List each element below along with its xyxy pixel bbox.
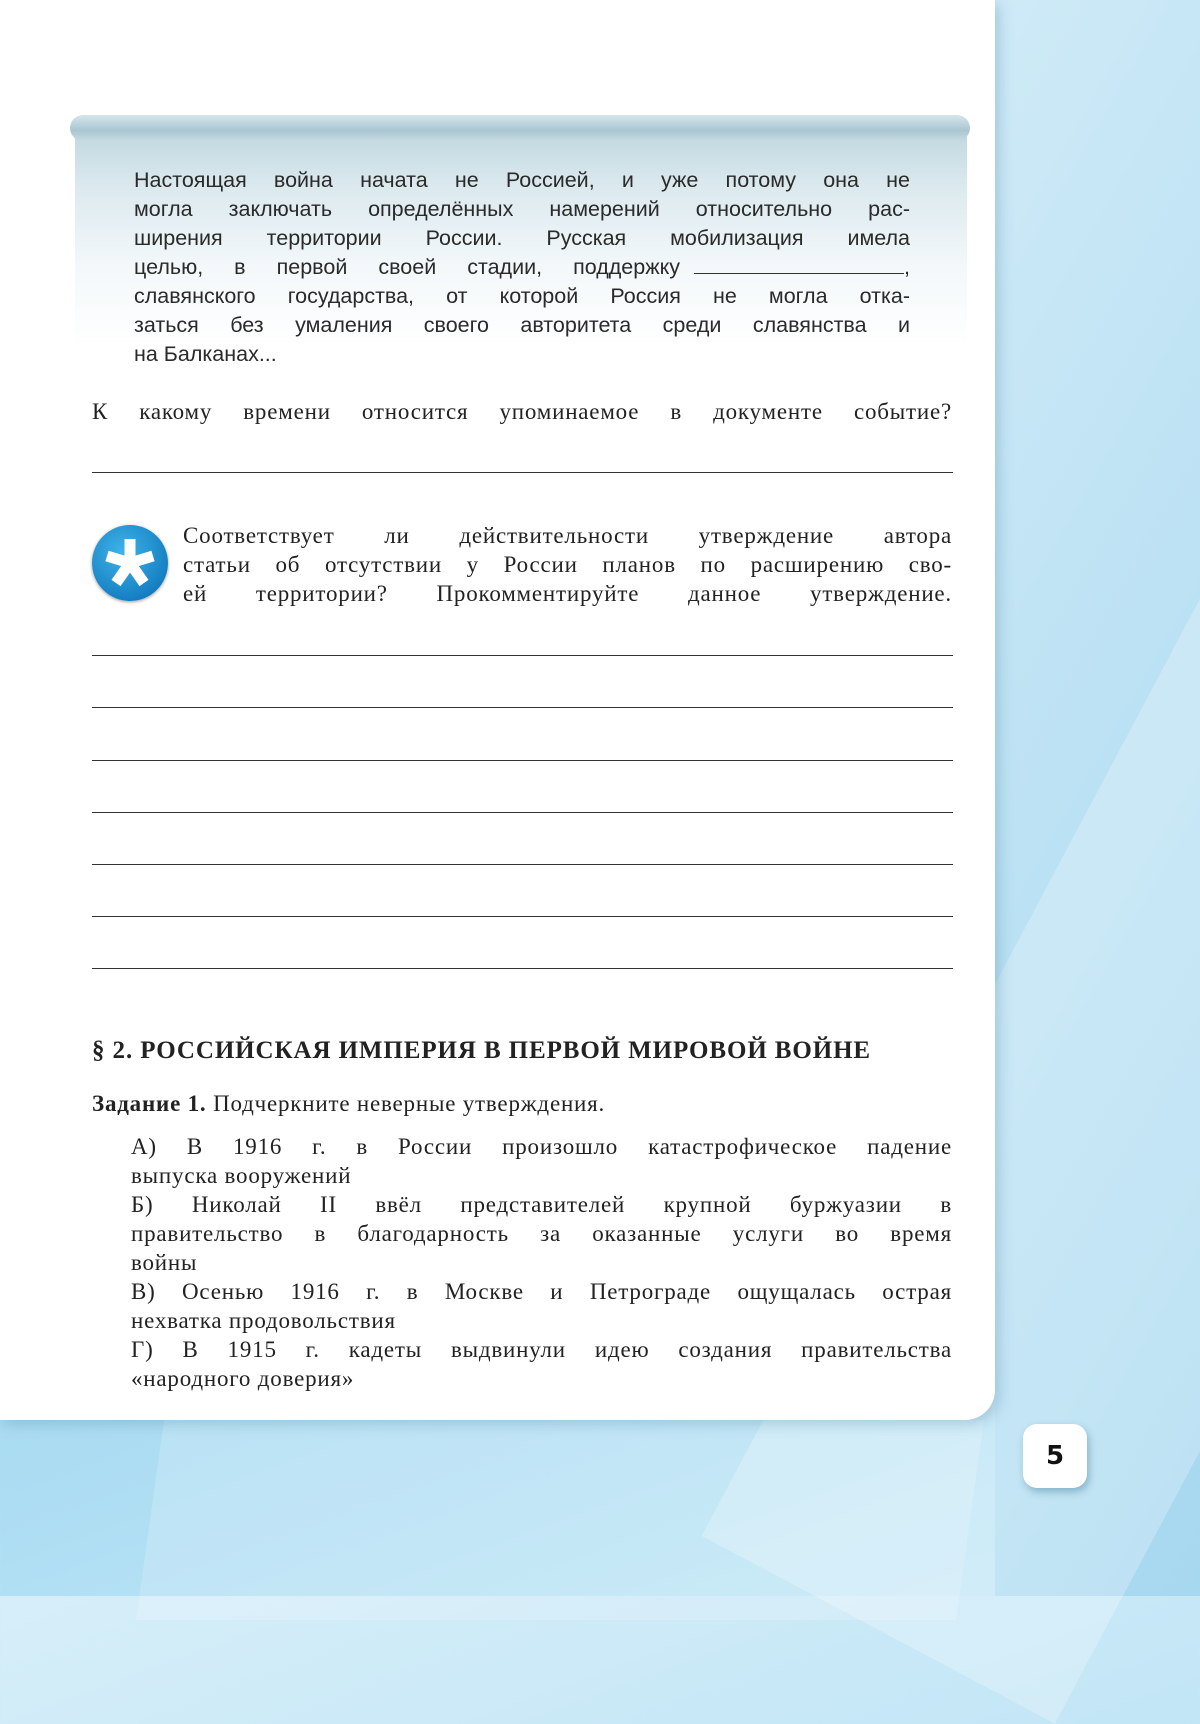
answer-line[interactable] bbox=[92, 916, 953, 917]
statement-list bbox=[131, 1132, 952, 1393]
quote-line-with-blank bbox=[134, 253, 910, 282]
statement-line: войны bbox=[131, 1250, 198, 1275]
answer-line[interactable] bbox=[92, 968, 953, 969]
quote-line: целью, в первой своей стадии, поддержку bbox=[134, 255, 681, 279]
fill-in-blank[interactable] bbox=[694, 255, 904, 274]
quote-line: могла заключать определённых намерений относительно рас- bbox=[134, 197, 910, 221]
task-label: Задание 1. bbox=[92, 1091, 207, 1116]
statement-line: «народного доверия» bbox=[131, 1366, 355, 1391]
quote-line: ширения территории России. Русская мобилизация имела bbox=[134, 226, 910, 250]
statement-line: В) Осенью 1916 г. в Москве и Петрограде ощущалась острая bbox=[131, 1279, 952, 1304]
answer-line[interactable] bbox=[92, 864, 953, 865]
question-line: ей территории? Прокомментируйте данное утверждение. bbox=[183, 581, 952, 606]
question-2 bbox=[183, 521, 952, 608]
task-text: Подчеркните неверные утверждения. bbox=[213, 1091, 606, 1116]
answer-line[interactable] bbox=[92, 655, 953, 656]
answer-line[interactable] bbox=[92, 760, 953, 761]
question-line: статьи об отсутствии у России планов по расширению сво- bbox=[183, 552, 952, 577]
question-1: К какому времени относится упоминаемое в документе событие? bbox=[92, 399, 952, 424]
statement-v[interactable] bbox=[131, 1277, 952, 1335]
statement-line: А) В 1916 г. в России произошло катастрофическое падение bbox=[131, 1134, 952, 1159]
statement-a[interactable] bbox=[131, 1132, 952, 1190]
statement-line: Г) В 1915 г. кадеты выдвинули идею создания правительства bbox=[131, 1337, 952, 1362]
answer-line[interactable] bbox=[92, 812, 953, 813]
statement-b[interactable] bbox=[131, 1190, 952, 1277]
question-line: Соответствует ли действительности утверждение автора bbox=[183, 523, 952, 548]
asterisk-icon bbox=[92, 525, 168, 601]
scroll-roll bbox=[70, 115, 970, 141]
statement-line: Б) Николай II ввёл представителей крупной буржуазии в bbox=[131, 1192, 952, 1217]
statement-line: нехватка продовольствия bbox=[131, 1308, 396, 1333]
statement-line: выпуска вооружений bbox=[131, 1163, 352, 1188]
statement-line: правительство в благодарность за оказанные услуги во время bbox=[131, 1221, 952, 1246]
quote-line: заться без умаления своего авторитета среди славянства и bbox=[134, 313, 910, 337]
page-number: 5 bbox=[1023, 1424, 1087, 1488]
quote-line: на Балканах... bbox=[134, 342, 277, 366]
document-quote bbox=[134, 166, 910, 369]
answer-line[interactable] bbox=[92, 707, 953, 708]
quote-line: Настоящая война начата не Россией, и уже потому она не bbox=[134, 168, 910, 192]
section-heading: § 2. РОССИЙСКАЯ ИМПЕРИЯ В ПЕРВОЙ МИРОВОЙ ВОЙНЕ bbox=[92, 1037, 871, 1064]
blank-suffix: , bbox=[904, 255, 910, 279]
quote-line: славянского государства, от которой Россия не могла отка- bbox=[134, 284, 910, 308]
background-stripe bbox=[136, 1420, 984, 1620]
answer-line[interactable] bbox=[92, 472, 953, 473]
task-title bbox=[92, 1089, 605, 1118]
statement-g[interactable] bbox=[131, 1335, 952, 1393]
